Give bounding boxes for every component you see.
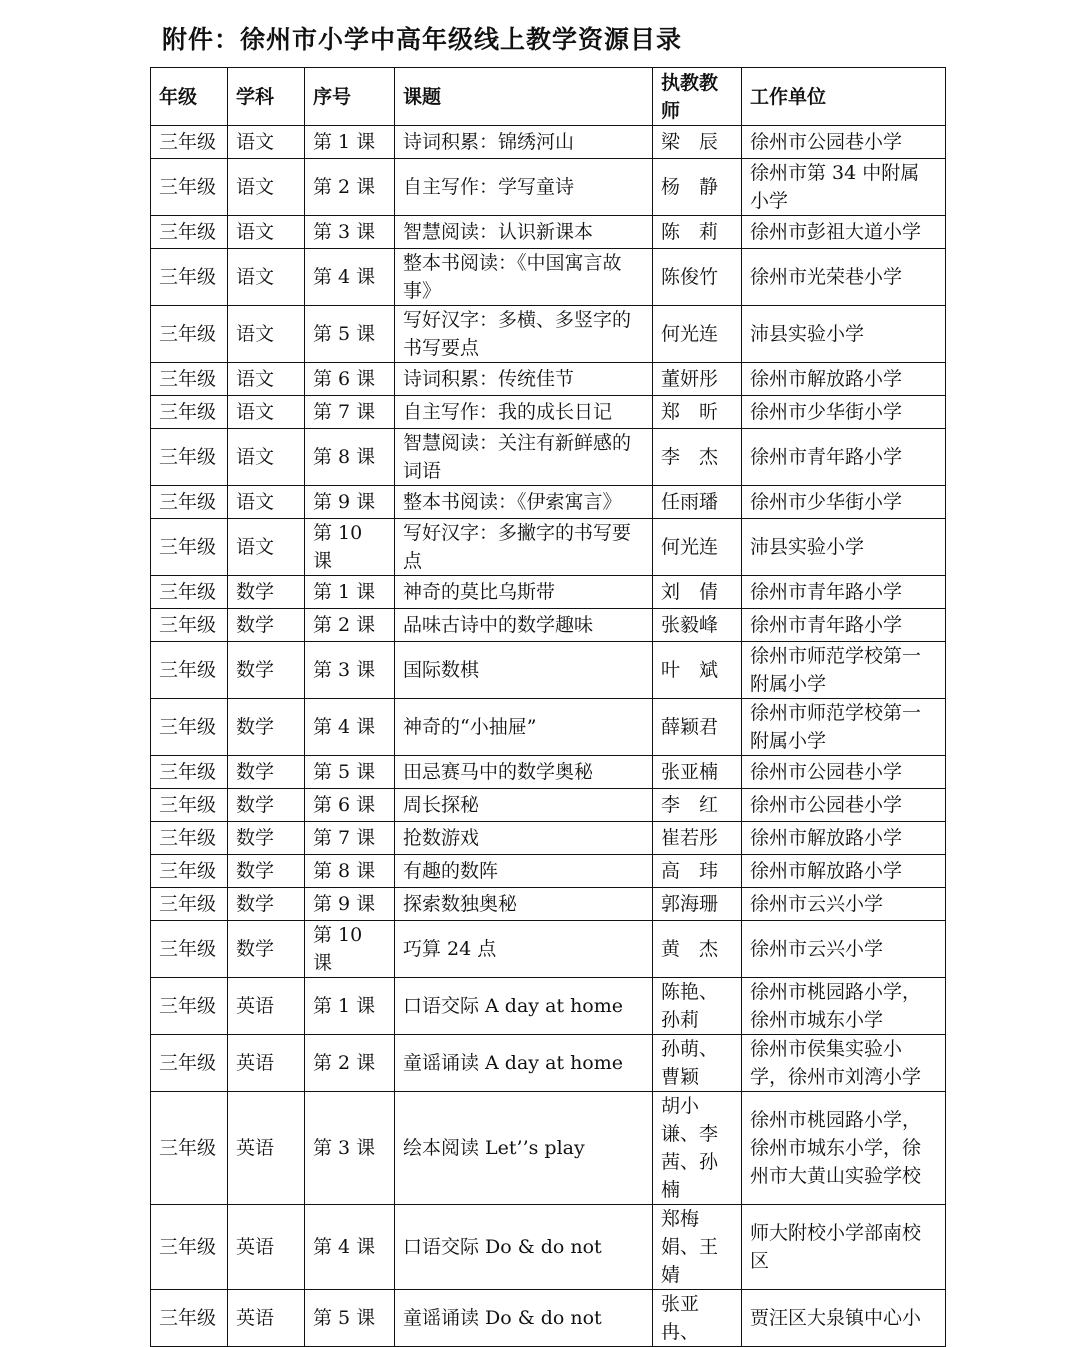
cell-unit: 徐州市青年路小学 xyxy=(742,576,946,609)
cell-number: 第 7 课 xyxy=(305,822,395,855)
cell-unit: 沛县实验小学 xyxy=(742,306,946,363)
cell-topic: 整本书阅读：《伊索寓言》 xyxy=(395,486,653,519)
cell-subject: 语文 xyxy=(228,159,305,216)
cell-grade: 三年级 xyxy=(151,126,228,159)
cell-teacher: 胡小谦、李茜、孙楠 xyxy=(653,1092,742,1205)
cell-subject: 数学 xyxy=(228,699,305,756)
cell-unit: 徐州市解放路小学 xyxy=(742,363,946,396)
cell-subject: 数学 xyxy=(228,642,305,699)
cell-unit: 贾汪区大泉镇中心小 xyxy=(742,1290,946,1347)
cell-unit: 徐州市解放路小学 xyxy=(742,822,946,855)
cell-subject: 数学 xyxy=(228,756,305,789)
cell-topic: 诗词积累：传统佳节 xyxy=(395,363,653,396)
cell-topic: 绘本阅读 Let’’s play xyxy=(395,1092,653,1205)
cell-grade: 三年级 xyxy=(151,306,228,363)
cell-teacher: 张亚冉、 xyxy=(653,1290,742,1347)
cell-subject: 英语 xyxy=(228,1205,305,1290)
cell-teacher: 张毅峰 xyxy=(653,609,742,642)
table-row xyxy=(151,429,946,486)
cell-unit: 徐州市公园巷小学 xyxy=(742,789,946,822)
cell-subject: 语文 xyxy=(228,396,305,429)
cell-number: 第 2 课 xyxy=(305,1035,395,1092)
cell-number: 第 5 课 xyxy=(305,1290,395,1347)
cell-grade: 三年级 xyxy=(151,855,228,888)
table-row xyxy=(151,1035,946,1092)
cell-grade: 三年级 xyxy=(151,249,228,306)
table-row xyxy=(151,216,946,249)
cell-unit: 徐州市少华街小学 xyxy=(742,396,946,429)
cell-subject: 数学 xyxy=(228,921,305,978)
cell-number: 第 3 课 xyxy=(305,1092,395,1205)
table-row xyxy=(151,363,946,396)
cell-teacher: 郭海珊 xyxy=(653,888,742,921)
table-row xyxy=(151,396,946,429)
cell-number: 第 1 课 xyxy=(305,126,395,159)
cell-number: 第 7 课 xyxy=(305,396,395,429)
header-subject: 学科 xyxy=(228,68,305,126)
cell-teacher: 李 杰 xyxy=(653,429,742,486)
cell-topic: 周长探秘 xyxy=(395,789,653,822)
table-row xyxy=(151,756,946,789)
cell-teacher: 何光连 xyxy=(653,519,742,576)
cell-grade: 三年级 xyxy=(151,396,228,429)
table-row xyxy=(151,519,946,576)
cell-topic: 童谣诵读 Do & do not xyxy=(395,1290,653,1347)
cell-grade: 三年级 xyxy=(151,756,228,789)
cell-unit: 徐州市少华街小学 xyxy=(742,486,946,519)
cell-number: 第 9 课 xyxy=(305,888,395,921)
cell-subject: 语文 xyxy=(228,486,305,519)
cell-teacher: 陈艳、孙莉 xyxy=(653,978,742,1035)
cell-topic: 有趣的数阵 xyxy=(395,855,653,888)
cell-number: 第 1 课 xyxy=(305,978,395,1035)
cell-teacher: 梁 辰 xyxy=(653,126,742,159)
cell-subject: 英语 xyxy=(228,1092,305,1205)
cell-number: 第 5 课 xyxy=(305,306,395,363)
cell-topic: 智慧阅读：认识新课本 xyxy=(395,216,653,249)
cell-topic: 田忌赛马中的数学奥秘 xyxy=(395,756,653,789)
table-row xyxy=(151,921,946,978)
cell-grade: 三年级 xyxy=(151,921,228,978)
cell-subject: 语文 xyxy=(228,306,305,363)
cell-subject: 数学 xyxy=(228,888,305,921)
cell-subject: 语文 xyxy=(228,216,305,249)
cell-unit: 徐州市师范学校第一附属小学 xyxy=(742,642,946,699)
cell-number: 第 6 课 xyxy=(305,363,395,396)
cell-grade: 三年级 xyxy=(151,363,228,396)
table-row xyxy=(151,855,946,888)
cell-topic: 写好汉字：多撇字的书写要点 xyxy=(395,519,653,576)
cell-number: 第 2 课 xyxy=(305,159,395,216)
cell-topic: 写好汉字：多横、多竖字的书写要点 xyxy=(395,306,653,363)
cell-unit: 徐州市第 34 中附属小学 xyxy=(742,159,946,216)
cell-teacher: 何光连 xyxy=(653,306,742,363)
cell-grade: 三年级 xyxy=(151,429,228,486)
cell-topic: 自主写作：学写童诗 xyxy=(395,159,653,216)
cell-teacher: 黄 杰 xyxy=(653,921,742,978)
cell-number: 第 6 课 xyxy=(305,789,395,822)
cell-teacher: 张亚楠 xyxy=(653,756,742,789)
cell-teacher: 郑 昕 xyxy=(653,396,742,429)
cell-subject: 语文 xyxy=(228,429,305,486)
cell-unit: 徐州市桃园路小学，徐州市城东小学 xyxy=(742,978,946,1035)
table-row xyxy=(151,159,946,216)
cell-grade: 三年级 xyxy=(151,159,228,216)
table-row xyxy=(151,888,946,921)
cell-topic: 品味古诗中的数学趣味 xyxy=(395,609,653,642)
table-row xyxy=(151,609,946,642)
cell-teacher: 陈俊竹 xyxy=(653,249,742,306)
cell-subject: 语文 xyxy=(228,126,305,159)
cell-teacher: 李 红 xyxy=(653,789,742,822)
cell-subject: 语文 xyxy=(228,519,305,576)
cell-topic: 自主写作：我的成长日记 xyxy=(395,396,653,429)
cell-topic: 智慧阅读：关注有新鲜感的词语 xyxy=(395,429,653,486)
cell-topic: 抢数游戏 xyxy=(395,822,653,855)
table-row xyxy=(151,576,946,609)
cell-subject: 英语 xyxy=(228,1290,305,1347)
cell-teacher: 杨 静 xyxy=(653,159,742,216)
cell-unit: 师大附校小学部南校区 xyxy=(742,1205,946,1290)
header-topic: 课题 xyxy=(395,68,653,126)
cell-number: 第 8 课 xyxy=(305,855,395,888)
cell-topic: 整本书阅读：《中国寓言故事》 xyxy=(395,249,653,306)
table-row xyxy=(151,306,946,363)
cell-unit: 徐州市光荣巷小学 xyxy=(742,249,946,306)
cell-number: 第 2 课 xyxy=(305,609,395,642)
cell-subject: 数学 xyxy=(228,789,305,822)
cell-number: 第 4 课 xyxy=(305,699,395,756)
cell-grade: 三年级 xyxy=(151,822,228,855)
cell-unit: 徐州市解放路小学 xyxy=(742,855,946,888)
cell-unit: 徐州市桃园路小学，徐州市城东小学，徐州市大黄山实验学校 xyxy=(742,1092,946,1205)
cell-unit: 徐州市云兴小学 xyxy=(742,921,946,978)
cell-teacher: 薛颖君 xyxy=(653,699,742,756)
cell-subject: 数学 xyxy=(228,855,305,888)
table-row xyxy=(151,1092,946,1205)
cell-number: 第 5 课 xyxy=(305,756,395,789)
cell-topic: 口语交际 A day at home xyxy=(395,978,653,1035)
cell-unit: 徐州市公园巷小学 xyxy=(742,756,946,789)
table-row xyxy=(151,822,946,855)
cell-number: 第 10 课 xyxy=(305,519,395,576)
cell-topic: 神奇的“小抽屉” xyxy=(395,699,653,756)
cell-teacher: 董妍彤 xyxy=(653,363,742,396)
cell-subject: 数学 xyxy=(228,822,305,855)
cell-topic: 诗词积累：锦绣河山 xyxy=(395,126,653,159)
cell-teacher: 孙萌、曹颖 xyxy=(653,1035,742,1092)
cell-subject: 数学 xyxy=(228,609,305,642)
cell-teacher: 高 玮 xyxy=(653,855,742,888)
cell-number: 第 10 课 xyxy=(305,921,395,978)
cell-topic: 巧算 24 点 xyxy=(395,921,653,978)
cell-teacher: 任雨璠 xyxy=(653,486,742,519)
cell-subject: 数学 xyxy=(228,576,305,609)
cell-topic: 神奇的莫比乌斯带 xyxy=(395,576,653,609)
cell-subject: 英语 xyxy=(228,978,305,1035)
cell-grade: 三年级 xyxy=(151,1290,228,1347)
header-number: 序号 xyxy=(305,68,395,126)
cell-topic: 口语交际 Do & do not xyxy=(395,1205,653,1290)
cell-grade: 三年级 xyxy=(151,642,228,699)
cell-unit: 徐州市公园巷小学 xyxy=(742,126,946,159)
cell-teacher: 郑梅娟、王婧 xyxy=(653,1205,742,1290)
cell-grade: 三年级 xyxy=(151,216,228,249)
table-row xyxy=(151,249,946,306)
cell-topic: 国际数棋 xyxy=(395,642,653,699)
cell-grade: 三年级 xyxy=(151,1205,228,1290)
cell-topic: 童谣诵读 A day at home xyxy=(395,1035,653,1092)
document-title: 附件：徐州市小学中高年级线上教学资源目录 xyxy=(162,25,683,54)
cell-grade: 三年级 xyxy=(151,699,228,756)
cell-unit: 徐州市青年路小学 xyxy=(742,609,946,642)
cell-number: 第 3 课 xyxy=(305,642,395,699)
cell-unit: 徐州市侯集实验小学，徐州市刘湾小学 xyxy=(742,1035,946,1092)
table-row xyxy=(151,1290,946,1347)
table-row xyxy=(151,126,946,159)
header-teacher: 执教教师 xyxy=(653,68,742,126)
header-grade: 年级 xyxy=(151,68,228,126)
cell-unit: 沛县实验小学 xyxy=(742,519,946,576)
table-row xyxy=(151,486,946,519)
cell-number: 第 1 课 xyxy=(305,576,395,609)
cell-number: 第 4 课 xyxy=(305,249,395,306)
cell-subject: 语文 xyxy=(228,249,305,306)
cell-unit: 徐州市师范学校第一附属小学 xyxy=(742,699,946,756)
cell-grade: 三年级 xyxy=(151,609,228,642)
cell-unit: 徐州市彭祖大道小学 xyxy=(742,216,946,249)
cell-unit: 徐州市青年路小学 xyxy=(742,429,946,486)
cell-number: 第 3 课 xyxy=(305,216,395,249)
table-row xyxy=(151,642,946,699)
cell-grade: 三年级 xyxy=(151,576,228,609)
cell-grade: 三年级 xyxy=(151,519,228,576)
cell-grade: 三年级 xyxy=(151,486,228,519)
cell-number: 第 9 课 xyxy=(305,486,395,519)
cell-teacher: 刘 倩 xyxy=(653,576,742,609)
table-row xyxy=(151,699,946,756)
header-row xyxy=(151,68,946,126)
cell-number: 第 8 课 xyxy=(305,429,395,486)
table-row xyxy=(151,1205,946,1290)
resource-table xyxy=(150,67,946,1347)
cell-topic: 探索数独奥秘 xyxy=(395,888,653,921)
cell-subject: 英语 xyxy=(228,1035,305,1092)
table-row xyxy=(151,789,946,822)
cell-unit: 徐州市云兴小学 xyxy=(742,888,946,921)
cell-grade: 三年级 xyxy=(151,888,228,921)
header-unit: 工作单位 xyxy=(742,68,946,126)
cell-grade: 三年级 xyxy=(151,1035,228,1092)
cell-grade: 三年级 xyxy=(151,789,228,822)
cell-grade: 三年级 xyxy=(151,978,228,1035)
cell-teacher: 陈 莉 xyxy=(653,216,742,249)
cell-grade: 三年级 xyxy=(151,1092,228,1205)
cell-subject: 语文 xyxy=(228,363,305,396)
cell-number: 第 4 课 xyxy=(305,1205,395,1290)
cell-teacher: 叶 斌 xyxy=(653,642,742,699)
cell-teacher: 崔若彤 xyxy=(653,822,742,855)
table-row xyxy=(151,978,946,1035)
